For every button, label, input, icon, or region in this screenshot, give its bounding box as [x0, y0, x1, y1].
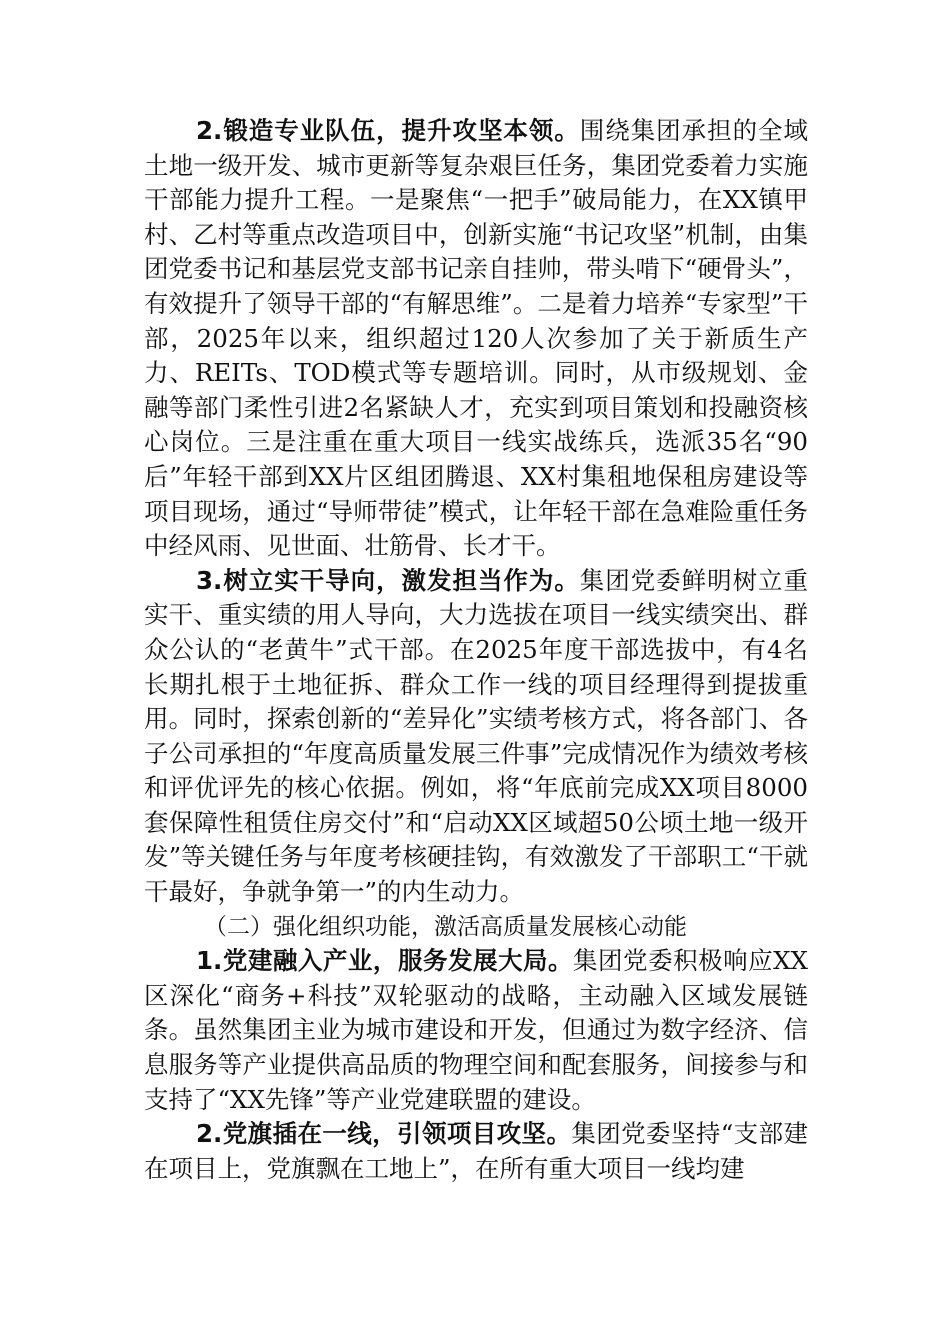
paragraph-party-flag [144, 1117, 808, 1186]
paragraph-heading: 2.党旗插在一线，引领项目攻坚。 [196, 1119, 572, 1149]
paragraph-body: 集团党委鲜明树立重实干、重实绩的用人导向，大力选拔在项目一线实绩突出、群众公认的“老黄牛”式干部。在2025年度干部选拔中，有4名长期扎根于土地征拆、群众工作一线的项目经理得到提拔重用。同时，探索创新的“差异化”实绩考核方式，将各部门、各子公司承担的“年度高质量发展三件事”完成情况作为绩效考核和评优评先的核心依据。例如，将“年底前完成XX项目8000套保障性租赁住房交付”和“启动XX区域超50公顷土地一级开发”等关键任务与年度考核硬挂钩，有效激发了干部职工“干就干最好，争就争第一”的内生动力。 [144, 565, 808, 907]
paragraph-heading: 1.党建融入产业，服务发展大局。 [196, 946, 574, 976]
section-subheading: （二）强化组织功能，激活高质量发展核心动能 [204, 913, 687, 940]
document-body [144, 114, 808, 1186]
paragraph-forge-team [144, 114, 808, 564]
paragraph-heading: 3.树立实干导向，激发担当作为。 [196, 565, 580, 595]
paragraph-body: 集团党委积极响应XX区深化“商务+科技”双轮驱动的战略，主动融入区域发展链条。虽然集团主业为城市建设和开发，但通过为数字经济、信息服务等产业提供高品质的物理空间和配套服务，间接参与和支持了“XX先锋”等产业党建联盟的建设。 [144, 946, 809, 1114]
paragraph-body: 集团党委坚持“支部建在项目上，党旗飘在工地上”，在所有重大项目一线均建 [144, 1119, 808, 1183]
paragraph-body: 围绕集团承担的全域土地一级开发、城市更新等复杂艰巨任务，集团党委着力实施干部能力提升工程。一是聚焦“一把手”破局能力，在XX镇甲村、乙村等重点改造项目中，创新实施“书记攻坚”机制，由集团党委书记和基层党支部书记亲自挂帅，带头啃下“硬骨头”，有效提升了领导干部的“有解思维”。二是着力培养“专家型”干部，2025年以来，组织超过120人次参加了关于新质生产力、REITs、TOD模式等专题培训。同时，从市级规划、金融等部门柔性引进2名紧缺人才，充实到项目策划和投融资核心岗位。三是注重在重大项目一线实战练兵，选派35名“90后”年轻干部到XX片区组团腾退、XX村集租地保租房建设等项目现场，通过“导师带徒”模式，让年轻干部在急难险重任务中经风雨、见世面、壮筋骨、长才干。 [144, 116, 808, 561]
paragraph-party-industry [144, 944, 808, 1117]
paragraph-results-orientation [144, 564, 808, 910]
paragraph-heading: 2.锻造专业队伍，提升攻坚本领。 [196, 116, 580, 145]
